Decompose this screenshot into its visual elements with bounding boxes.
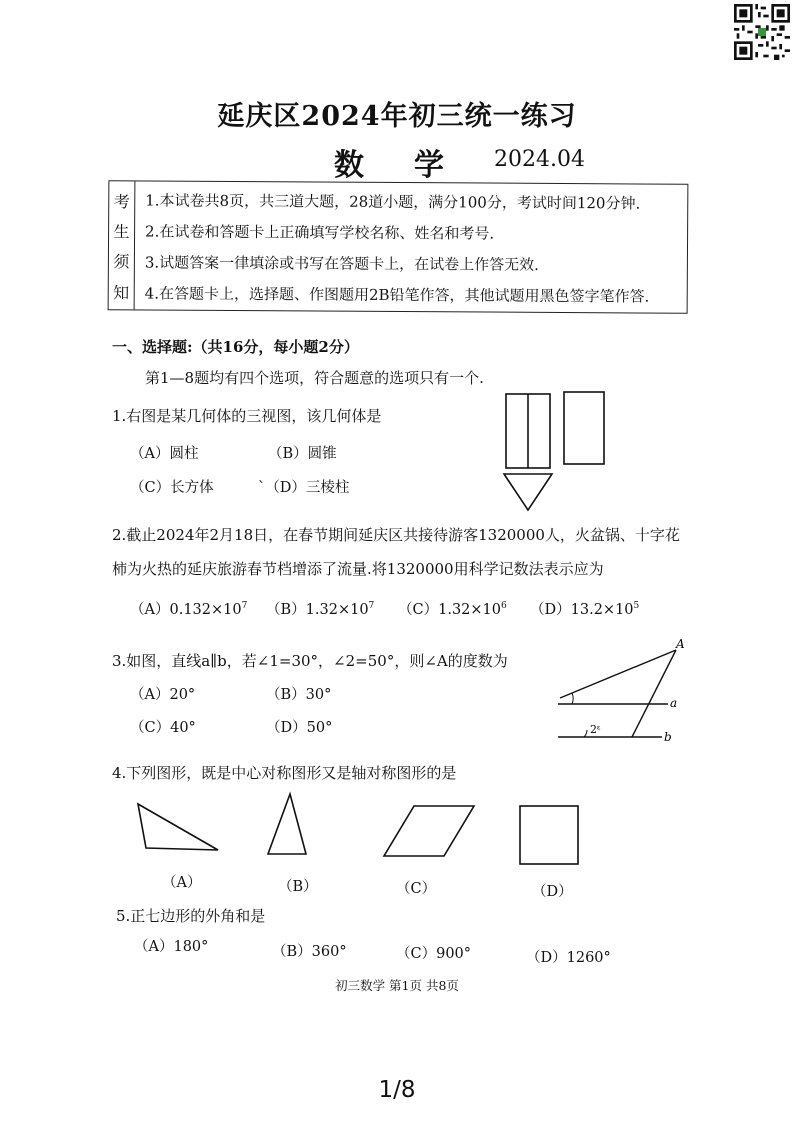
q4-figure-d-square bbox=[514, 800, 584, 870]
q1-option-a: （A）圆柱 bbox=[130, 446, 199, 462]
q3-stem: 3.如图，直线a∥b，若∠1=30°，∠2=50°，则∠A的度数为 bbox=[112, 652, 508, 670]
notice-side-char: 知 bbox=[113, 283, 130, 303]
notice-rule: 4.在答题卡上，选择题、作图题用2B铅笔作答，其他试题用黑色签字笔作答. bbox=[144, 284, 650, 306]
q2-stem-line1: 2.截止2024年2月18日，在春节期间延庆区共接待游客1320000人，火盆锅、十字花 bbox=[112, 526, 680, 544]
q4-option-d: （D） bbox=[532, 884, 573, 900]
section-intro: 第1—8题均有四个选项，符合题意的选项只有一个. bbox=[145, 369, 484, 387]
exam-date: 2024.04 bbox=[494, 147, 585, 172]
q3-option-c: （C）40° bbox=[130, 720, 196, 736]
q4-figure-b-isosceles-triangle bbox=[262, 788, 312, 860]
section-heading: 一、选择题:（共16分，每小题2分） bbox=[112, 338, 359, 356]
q1-stem: 1.右图是某几何体的三视图，该几何体是 bbox=[112, 407, 382, 425]
q5-option-a: （A）180° bbox=[134, 939, 209, 955]
notice-side-char: 生 bbox=[113, 222, 130, 242]
q3-parallel-lines-figure bbox=[550, 637, 690, 750]
notice-box bbox=[108, 180, 689, 314]
subject-label: 数学 bbox=[334, 148, 494, 183]
side-view bbox=[564, 392, 604, 464]
page-indicator: 1/8 bbox=[378, 1077, 416, 1103]
point-a-label: A bbox=[676, 637, 685, 651]
page-footer: 初三数学 第1页 共8页 bbox=[335, 978, 459, 993]
angle-2-label: 2ᵋ bbox=[590, 723, 601, 736]
q1-option-d: `（D）三棱柱 bbox=[258, 480, 350, 496]
q3-option-d: （D）50° bbox=[266, 720, 333, 736]
q3-option-b: （B）30° bbox=[266, 687, 332, 703]
line-a-label: a bbox=[670, 696, 678, 710]
q5-option-c: （C）900° bbox=[396, 946, 472, 962]
q5-option-b: （B）360° bbox=[272, 944, 347, 960]
q5-option-d: （D）1260° bbox=[526, 950, 611, 966]
line-b-label: b bbox=[664, 730, 672, 744]
q2-option-d: $(D)13.2\times 10^5$ bbox=[530, 601, 640, 618]
q4-option-c: （C） bbox=[396, 881, 437, 897]
notice-rule: 1.本试卷共8页，共三道大题，28道小题，满分100分，考试时间120分钟. bbox=[145, 191, 641, 213]
notice-side-char: 考 bbox=[113, 192, 130, 212]
q3-option-a: （A）20° bbox=[130, 687, 196, 703]
q4-stem: 4.下列图形，既是中心对称图形又是轴对称图形的是 bbox=[112, 764, 457, 782]
notice-side-label bbox=[109, 181, 136, 309]
q1-option-b: （B）圆锥 bbox=[268, 446, 337, 462]
q4-figure-c-parallelogram bbox=[380, 800, 480, 862]
exam-title: 延庆区2024年初三统一练习 bbox=[217, 101, 577, 132]
top-view bbox=[504, 474, 552, 510]
q2-option-b: $(B)1.32\times 10^7$ bbox=[266, 601, 375, 618]
notice-side-char: 须 bbox=[113, 252, 130, 272]
q4-figure-a-right-triangle bbox=[130, 796, 220, 856]
notice-rule: 2.在试卷和答题卡上正确填写学校名称、姓名和考号. bbox=[145, 222, 495, 243]
q2-option-c: $(C)1.32\times 10^6$ bbox=[398, 601, 507, 618]
q2-option-a: $(A)0.132\times 10^7$ bbox=[130, 601, 248, 618]
notice-rule: 3.试题答案一律填涂或书写在答题卡上，在试卷上作答无效. bbox=[144, 253, 540, 274]
q1-option-c: （C）长方体 bbox=[130, 480, 214, 496]
qr-code bbox=[734, 4, 790, 60]
q4-option-a: （A） bbox=[162, 875, 202, 891]
q4-option-b: （B） bbox=[278, 879, 318, 895]
q2-stem-line2: 柿为火热的延庆旅游春节档增添了流量.将1320000用科学记数法表示应为 bbox=[112, 560, 604, 578]
q1-three-views-figure bbox=[500, 388, 620, 518]
q5-stem: 5.正七边形的外角和是 bbox=[116, 907, 266, 925]
